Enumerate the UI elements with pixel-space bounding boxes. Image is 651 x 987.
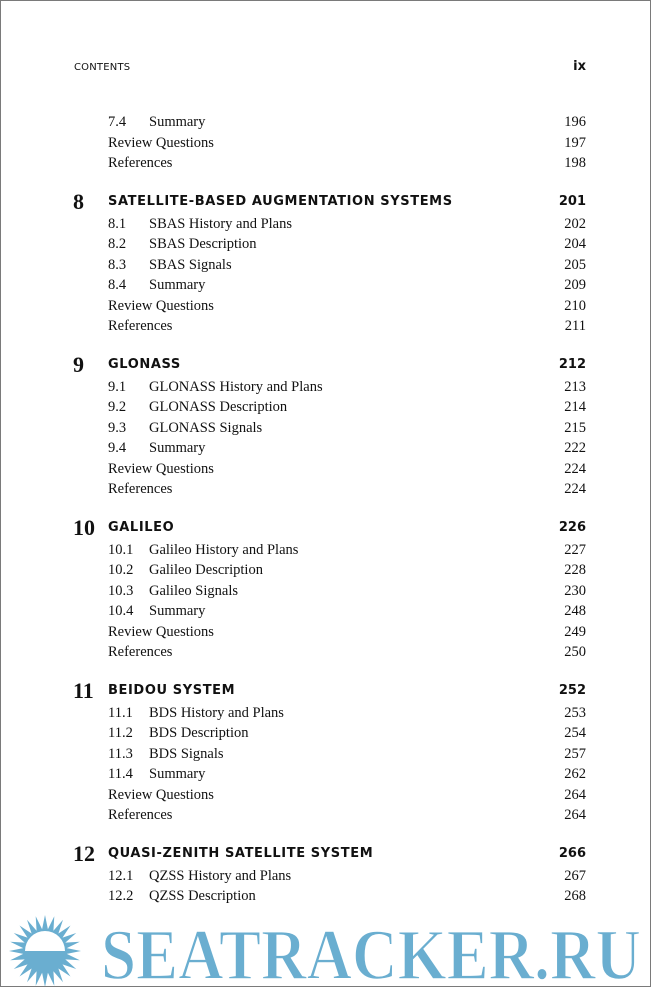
page-number: 211 [564,318,586,334]
entry-title: References [108,318,173,334]
toc-entry[interactable] [1,622,650,643]
toc-entry[interactable] [1,397,650,418]
chapter-number: 9 [73,351,84,377]
page-number: 214 [564,399,586,415]
entry-title: GLONASS History and Plans [149,378,323,395]
entry-title: BDS Description [149,725,249,741]
entry-title: QZSS History and Plans [149,867,292,884]
page-number: 253 [564,704,586,721]
chapter-heading[interactable] [1,190,650,214]
page-number: 264 [564,786,586,803]
entry-title: Summary [149,277,206,293]
chapter-heading[interactable] [1,516,650,540]
page-number: 257 [564,745,586,762]
entry-title: Review Questions [108,297,214,314]
section-number: 10.2 [108,562,134,578]
page-number: 249 [564,623,586,640]
page-number: 226 [558,519,586,535]
chapter-title: GLONASS [108,356,181,372]
chapter-number: 8 [73,188,84,214]
section-number: 8.3 [108,256,127,273]
toc-entry[interactable] [1,764,650,785]
section-number: 10.3 [108,582,134,599]
entry-title: BDS History and Plans [149,704,284,721]
toc-entry[interactable] [1,703,650,724]
toc-entry[interactable] [1,377,650,398]
toc-entry[interactable] [1,438,650,459]
entry-title: QZSS Description [149,888,256,904]
section-number: 9.4 [108,440,127,456]
page-number: 205 [564,256,586,273]
toc-entry[interactable] [1,275,650,296]
entry-title: SBAS History and Plans [149,215,293,232]
sun-icon [9,915,81,986]
toc-entry[interactable] [1,214,650,235]
toc-entry[interactable] [1,234,650,255]
entry-title: Review Questions [108,623,214,640]
chapter-number: 12 [73,840,95,866]
toc-entry[interactable] [1,418,650,439]
toc-entry[interactable] [1,296,650,317]
entry-title: Galileo Signals [149,582,239,599]
toc-entry[interactable] [1,744,650,765]
section-number: 11.4 [108,766,133,782]
toc-entry[interactable] [1,133,650,154]
entry-title: Review Questions [108,786,214,803]
toc-entry[interactable] [1,560,650,581]
page-number: 215 [564,419,586,436]
page-number: 266 [558,845,586,861]
chapter-number: 11 [73,677,94,703]
section-number: 7.4 [108,114,127,130]
page-number: 212 [558,356,586,372]
entry-title: Galileo Description [149,562,263,578]
entry-title: Galileo History and Plans [149,541,299,558]
chapter-number: 10 [73,514,95,540]
chapter-title: QUASI-ZENITH SATELLITE SYSTEM [108,845,374,861]
entry-title: Review Questions [108,460,214,477]
section-number: 12.1 [108,867,134,884]
page-number-roman: ix [573,59,586,74]
watermark [1,913,650,986]
watermark-text: SEATRACKER.RU [101,915,641,986]
page-number: 268 [564,888,586,904]
toc-entry[interactable] [1,642,650,663]
section-number: 8.4 [108,277,127,293]
page-number: 201 [558,193,586,209]
entry-title: References [108,807,173,823]
toc-entry[interactable] [1,316,650,337]
section-number: 11.1 [108,704,133,721]
toc-entry[interactable] [1,479,650,500]
page-number: 264 [564,807,586,823]
page-number: 224 [564,460,586,477]
entry-title: SBAS Description [149,236,257,252]
toc-entry[interactable] [1,459,650,480]
section-number: 8.1 [108,215,127,232]
toc-entry[interactable] [1,112,650,133]
page-number: 252 [558,682,586,698]
page-number: 209 [564,277,586,293]
page-number: 202 [564,215,586,232]
entry-title: Summary [149,440,206,456]
entry-title: BDS Signals [149,745,224,762]
toc-entry[interactable] [1,723,650,744]
page-number: 230 [564,582,586,599]
entry-title: Summary [149,766,206,782]
entry-title: SBAS Signals [149,256,232,273]
entry-title: GLONASS Description [149,399,288,415]
page-number: 248 [564,603,586,619]
entry-title: References [108,155,173,171]
page-number: 227 [564,541,586,558]
page-number: 204 [564,236,586,252]
running-header: CONTENTS [74,62,131,73]
chapter-heading[interactable] [1,353,650,377]
table-of-contents [1,112,650,907]
chapter-heading[interactable] [1,679,650,703]
chapter-title: BEIDOU SYSTEM [108,682,236,698]
toc-entry[interactable] [1,540,650,561]
entry-title: GLONASS Signals [149,419,263,436]
page-number: 198 [564,155,586,171]
section-number: 9.1 [108,378,127,395]
toc-entry[interactable] [1,601,650,622]
page-number: 222 [564,440,586,456]
chapter-heading[interactable] [1,842,650,866]
page-number: 213 [564,378,586,395]
toc-entry[interactable] [1,581,650,602]
page-number: 196 [564,114,586,130]
page-number: 267 [564,867,586,884]
page-number: 210 [564,297,586,314]
toc-entry[interactable] [1,886,650,907]
entry-title: References [108,481,173,497]
toc-entry[interactable] [1,785,650,806]
chapter-title: GALILEO [108,519,175,535]
toc-entry[interactable] [1,255,650,276]
page-number: 262 [564,766,586,782]
section-number: 9.2 [108,399,127,415]
toc-entry[interactable] [1,866,650,887]
page-number: 224 [564,481,586,497]
entry-title: References [108,644,173,660]
entry-title: Summary [149,114,206,130]
page-number: 250 [564,644,586,660]
page-number: 228 [564,562,586,578]
section-number: 10.4 [108,603,134,619]
chapter-title: SATELLITE-BASED AUGMENTATION SYSTEMS [108,193,453,209]
page-number: 254 [564,725,586,741]
section-number: 12.2 [108,888,134,904]
section-number: 8.2 [108,236,127,252]
page-number: 197 [564,134,586,151]
section-number: 10.1 [108,541,134,558]
toc-entry[interactable] [1,153,650,174]
toc-entry[interactable] [1,805,650,826]
entry-title: Review Questions [108,134,214,151]
section-number: 9.3 [108,419,127,436]
section-number: 11.3 [108,745,133,762]
entry-title: Summary [149,603,206,619]
section-number: 11.2 [108,725,133,741]
